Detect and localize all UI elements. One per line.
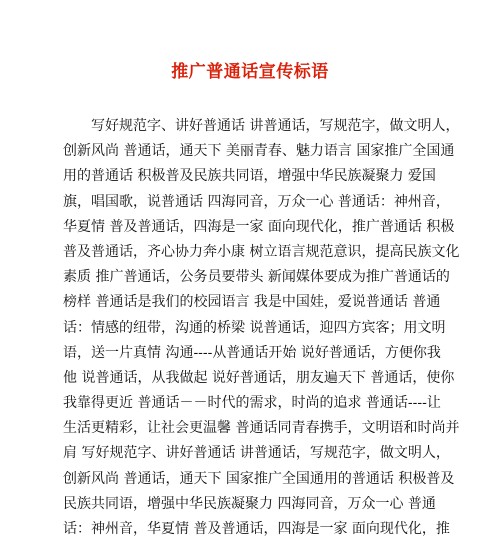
body-line: 素质 推广普通话，公务员要带头 新闻媒体要成为推广普通话的 — [63, 269, 450, 286]
body-line: 我靠得更近 普通话－－时代的需求，时尚的追求 普通话----让 — [63, 395, 441, 412]
body-line: 生活更精彩，让社会更温馨 普通话同青春携手，文明语和时尚并 — [63, 420, 460, 437]
body-line: 用的普通话 积极普及民族共同语，增强中华民族凝聚力 爱国 — [63, 168, 436, 185]
body-line: 写好规范字、讲好普通话 讲普通话，写规范字，做文明人， — [63, 118, 460, 134]
body-line: 创新风尚 普通话，通天下 美丽青春、魅力语言 国家推广全国通 — [63, 143, 455, 160]
body-line: 旗，唱国歌，说普通话 四海同音，万众一心 普通话：神州音， — [63, 193, 450, 210]
document-title: 推广普通话宣传标语 — [171, 62, 329, 82]
body-line: 话：情感的纽带，沟通的桥梁 说普通话，迎四方宾客；用文明 — [63, 319, 446, 336]
body-line: 创新风尚 普通话，通天下 国家推广全国通用的普通话 积极普及 — [63, 470, 455, 487]
body-line: 榜样 普通话是我们的校园语言 我是中国娃，爱说普通话 普通 — [63, 294, 441, 311]
body-line: 他 说普通话，从我做起 说好普通话，朋友遍天下 普通话，使你 — [63, 369, 455, 386]
document-body — [63, 114, 460, 542]
body-line: 话：神州音，华夏情 普及普通话，四海是一家 面向现代化，推 — [63, 521, 450, 537]
body-line: 肩 写好规范字、讲好普通话 讲普通话，写规范字，做文明人， — [63, 445, 450, 462]
body-line: 语，送一片真情 沟通----从普通话开始 说好普通话，方便你我 — [63, 344, 441, 361]
body-line: 民族共同语，增强中华民族凝聚力 四海同音，万众一心 普通 — [63, 495, 436, 512]
body-line: 华夏情 普及普通话，四海是一家 面向现代化，推广普通话 积极 — [63, 218, 455, 235]
body-line: 普及普通话，齐心协力奔小康 树立语言规范意识，提高民族文化 — [63, 243, 460, 260]
